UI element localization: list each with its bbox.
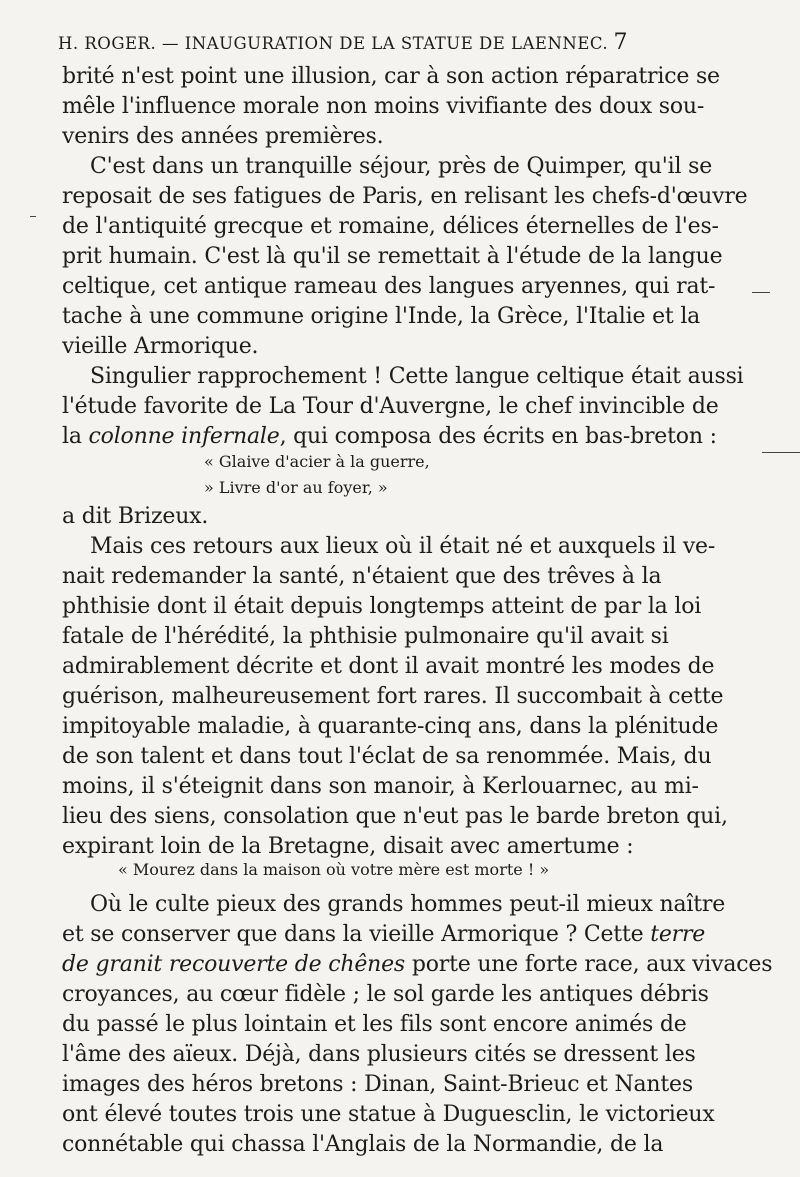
text-line: impitoyable maladie, à quarante-cinq ans, dans la plénitude bbox=[62, 714, 719, 739]
text-line: mêle l'influence morale non moins vivifiante des doux sou- bbox=[62, 94, 705, 119]
text-line: expirant loin de la Bretagne, disait avec amertume : bbox=[62, 834, 634, 859]
italic-phrase: terre bbox=[650, 922, 706, 947]
text-line-with-italic bbox=[62, 422, 717, 452]
running-head: H. ROGER. — INAUGURATION DE LA STATUE DE LAENNEC. bbox=[58, 34, 609, 53]
text-fragment: porte une forte race, aux vivaces bbox=[405, 952, 773, 977]
page-number: 7 bbox=[613, 30, 628, 55]
text-line: croyances, au cœur fidèle ; le sol garde les antiques débris bbox=[62, 982, 709, 1007]
text-line: C'est dans un tranquille séjour, près de Quimper, qu'il se bbox=[90, 154, 713, 179]
page-header bbox=[58, 30, 628, 60]
text-line-with-italic bbox=[62, 920, 706, 950]
text-line: lieu des siens, consolation que n'eut pas le barde breton qui, bbox=[62, 804, 728, 829]
italic-phrase: colonne infernale bbox=[88, 424, 280, 449]
italic-phrase: de granit recouverte de chênes bbox=[62, 952, 406, 977]
text-line: nait redemander la santé, n'étaient que des trêves à la bbox=[62, 564, 662, 589]
text-line: de l'antiquité grecque et romaine, délices éternelles de l'es- bbox=[62, 214, 719, 239]
text-line: moins, il s'éteignit dans son manoir, à Kerlouarnec, au mi- bbox=[62, 774, 699, 799]
text-line: de son talent et dans tout l'éclat de sa renommée. Mais, du bbox=[62, 744, 712, 769]
text-line: phthisie dont il était depuis longtemps atteint de par la loi bbox=[62, 594, 702, 619]
text-line: tache à une commune origine l'Inde, la Grèce, l'Italie et la bbox=[62, 304, 701, 329]
scan-edge-mark bbox=[762, 452, 800, 453]
text-line: du passé le plus lointain et les fils sont encore animés de bbox=[62, 1012, 687, 1037]
text-line: guérison, malheureusement fort rares. Il succombait à cette bbox=[62, 684, 724, 709]
text-line: venirs des années premières. bbox=[62, 124, 384, 149]
verse-quote-line: « Mourez dans la maison où votre mère est morte ! » bbox=[118, 860, 550, 879]
text-line: Mais ces retours aux lieux où il était né et auxquels il ve- bbox=[90, 534, 716, 559]
text-fragment: et se conserver que dans la vieille Armorique ? Cette bbox=[62, 922, 651, 947]
text-line: admirablement décrite et dont il avait montré les modes de bbox=[62, 654, 715, 679]
verse-quote-line: » Livre d'or au foyer, » bbox=[204, 478, 388, 497]
text-line: vieille Armorique. bbox=[62, 334, 259, 359]
text-line: Singulier rapprochement ! Cette langue celtique était aussi bbox=[90, 364, 744, 389]
text-fragment: la bbox=[62, 424, 89, 449]
text-line: Où le culte pieux des grands hommes peut-il mieux naître bbox=[90, 892, 726, 917]
verse-quote-line: « Glaive d'acier à la guerre, bbox=[204, 452, 430, 471]
text-line: l'âme des aïeux. Déjà, dans plusieurs cités se dressent les bbox=[62, 1042, 696, 1067]
scan-edge-mark bbox=[752, 292, 770, 293]
quote-attribution: a dit Brizeux. bbox=[62, 504, 209, 529]
text-line: images des héros bretons : Dinan, Saint-Brieuc et Nantes bbox=[62, 1072, 693, 1097]
text-line: fatale de l'hérédité, la phthisie pulmonaire qu'il avait si bbox=[62, 624, 669, 649]
text-line: brité n'est point une illusion, car à son action réparatrice se bbox=[62, 64, 720, 89]
scan-edge-mark bbox=[30, 216, 36, 217]
text-line: reposait de ses fatigues de Paris, en relisant les chefs-d'œuvre bbox=[62, 184, 748, 209]
text-fragment: , qui composa des écrits en bas-breton : bbox=[279, 424, 717, 449]
text-line: ont élevé toutes trois une statue à Duguesclin, le victorieux bbox=[62, 1102, 715, 1127]
text-line: l'étude favorite de La Tour d'Auvergne, le chef invincible de bbox=[62, 394, 719, 419]
text-line: celtique, cet antique rameau des langues aryennes, qui rat- bbox=[62, 274, 716, 299]
text-line: connétable qui chassa l'Anglais de la Normandie, de la bbox=[62, 1132, 664, 1157]
text-line: prit humain. C'est là qu'il se remettait à l'étude de la langue bbox=[62, 244, 723, 269]
text-line-with-italic bbox=[62, 950, 773, 980]
